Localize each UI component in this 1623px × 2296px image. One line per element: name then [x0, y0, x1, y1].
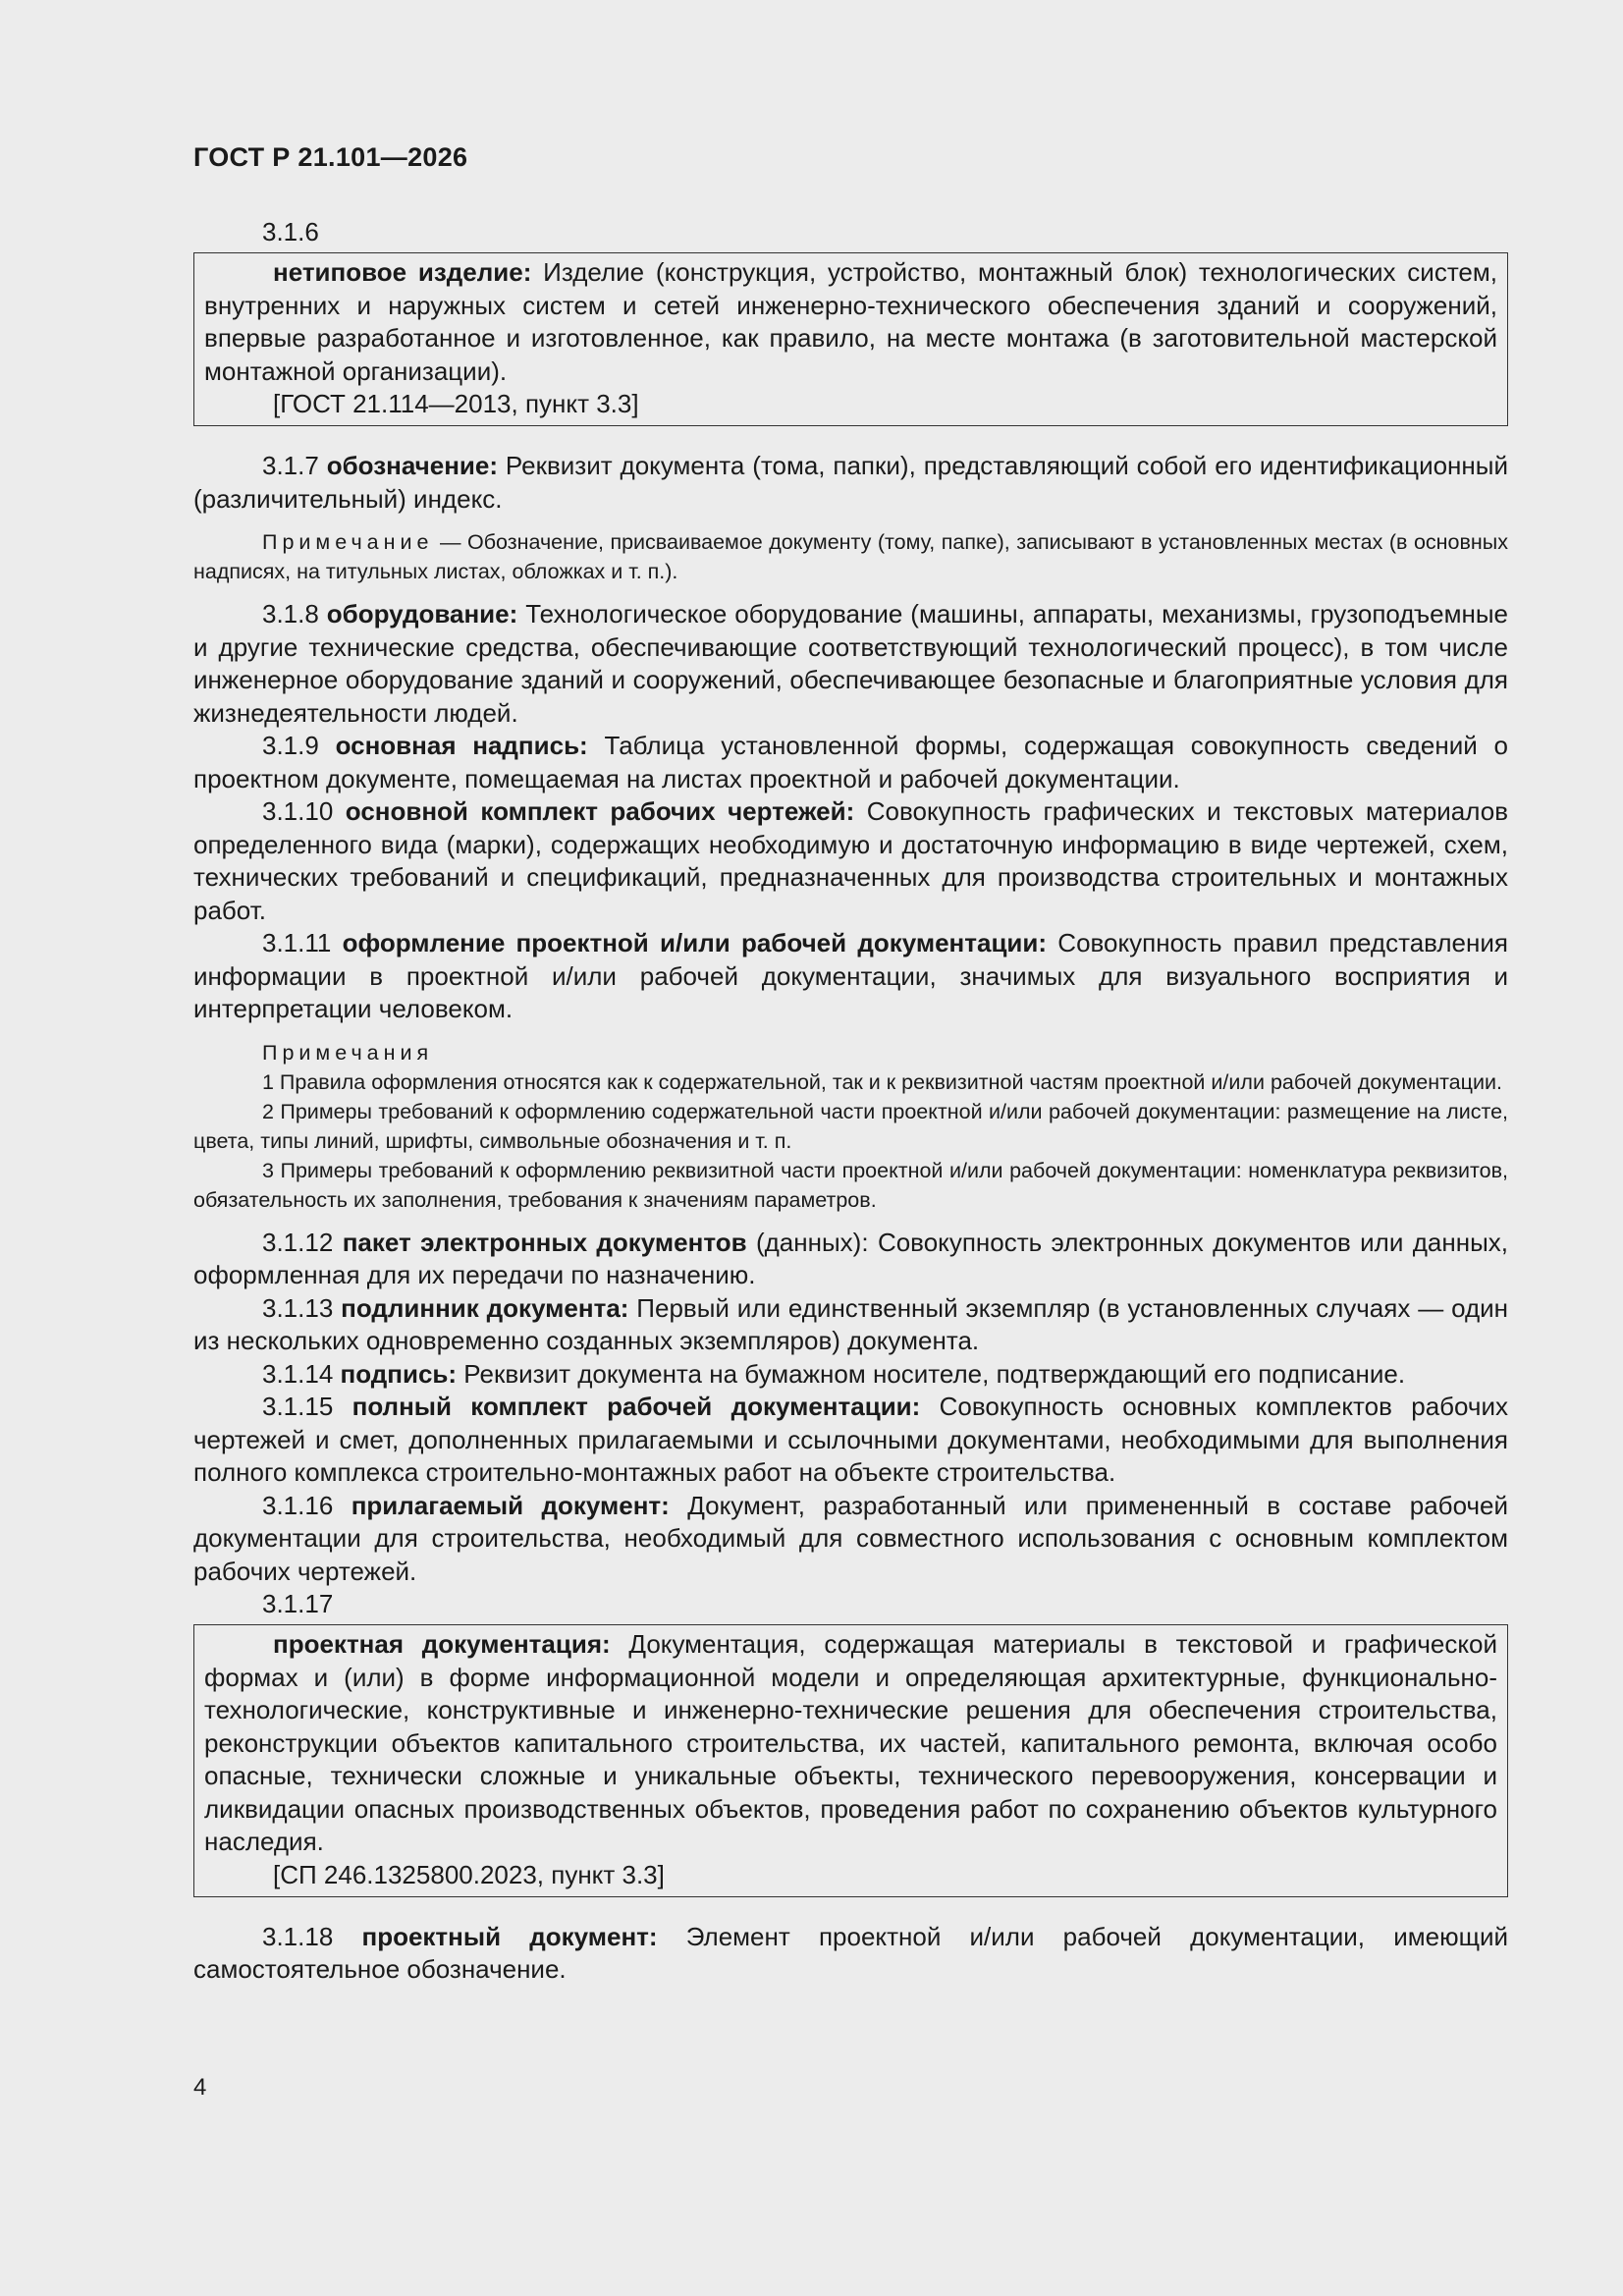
term-number: 3.1.9	[262, 731, 336, 760]
quoted-definition-box	[193, 252, 1508, 426]
definition-paragraph	[193, 1391, 1508, 1490]
definition-paragraph	[204, 256, 1497, 388]
source-reference: [ГОСТ 21.114—2013, пункт 3.3]	[273, 389, 639, 418]
term-number: 3.1.7	[262, 451, 327, 480]
term-number: 3.1.8	[262, 599, 327, 629]
term-number: 3.1.14	[262, 1358, 341, 1389]
definition-text: Технологическое оборудование (машины, аппараты, механизмы, грузоподъемные и другие технические средства, обеспечивающие соответствующий технологический процесс), в том числе инженерное оборудование зданий и сооружений, обеспечивающее безопасные и благоприятные условия для жизнедеятельности людей.	[193, 599, 1508, 728]
page-number: 4	[193, 2074, 207, 2101]
standard-header: ГОСТ Р 21.101—2026	[193, 142, 468, 172]
term-number: 3.1.13	[262, 1292, 342, 1323]
definition-text: Первый или единственный экземпляр (в установленных случаях — один из нескольких одновременно созданных экземпляров) документа.	[193, 1292, 1509, 1355]
definition-paragraph	[193, 795, 1508, 927]
term-number: 3.1.18	[262, 1921, 362, 1951]
term-name: подпись:	[340, 1358, 458, 1389]
definition-paragraph	[193, 1921, 1508, 1987]
definition-paragraph	[193, 730, 1508, 795]
definition-paragraph	[193, 1490, 1508, 1589]
term-number: 3.1.11	[262, 928, 343, 957]
note-text: — Обозначение, присваиваемое документу (тому, папке), записывают в установленных местах (в основных надписях, на титульных листах, обложках и т. п.).	[193, 530, 1508, 583]
page-content	[193, 142, 1508, 1987]
term-name: основная надпись:	[335, 731, 588, 760]
quoted-definition-box	[193, 1624, 1508, 1897]
term-name: основной комплект рабочих чертежей:	[345, 796, 855, 826]
definition-text: Реквизит документа на бумажном носителе, подтверждающий его подписание.	[457, 1358, 1406, 1389]
definition-text: Совокупность графических и текстовых материалов определенного вида (марки), содержащих необходимую и достаточную информацию в виде чертежей, схем, технических требований и спецификаций, предназначенных для производства строительных и монтажных работ.	[193, 796, 1508, 925]
term-name: нетиповое изделие:	[273, 257, 532, 287]
definition-paragraph	[204, 1628, 1497, 1859]
term-name: проектная документация:	[273, 1629, 611, 1659]
term-name: полный комплект рабочей документации:	[352, 1392, 921, 1421]
definition-text: Элемент проектной и/или рабочей документации, имеющий самостоятельное обозначение.	[193, 1921, 1509, 1984]
term-name: прилагаемый документ:	[351, 1490, 670, 1520]
note-item: 1 Правила оформления относятся как к содержательной, так и к реквизитной частям проектной и/или рабочей документации.	[262, 1069, 1502, 1094]
term-number: 3.1.6	[262, 217, 319, 246]
term-number: 3.1.15	[262, 1392, 352, 1421]
definition-text: Совокупность правил представления информации в проектной и/или рабочей документации, значимых для визуального восприятия и интерпретации человеком.	[193, 928, 1508, 1023]
note-label: Примечание	[262, 530, 434, 554]
definition-paragraph	[193, 927, 1508, 1026]
term-number: 3.1.17	[262, 1589, 334, 1618]
definition-text: (данных): Совокупность электронных документов или данных, оформленная для их передачи по назначению.	[193, 1227, 1509, 1289]
term-name: оформление проектной и/или рабочей документации:	[342, 928, 1048, 957]
definition-paragraph	[193, 1358, 1508, 1392]
term-number: 3.1.16	[262, 1490, 352, 1520]
term-name: пакет электронных документов	[342, 1227, 747, 1257]
term-number: 3.1.10	[262, 796, 346, 826]
term-number: 3.1.12	[262, 1227, 343, 1257]
definition-paragraph	[193, 1292, 1508, 1358]
note-item: 2 Примеры требований к оформлению содержательной части проектной и/или рабочей документации: размещение на листе, цвета, типы линий, шрифты, символьные обозначения и т. п.	[193, 1099, 1508, 1153]
term-name: обозначение:	[326, 451, 499, 480]
note-paragraph	[193, 527, 1508, 586]
definition-text: Совокупность основных комплектов рабочих чертежей и смет, дополненных прилагаемыми и ссылочными документами, необходимыми для выполнения полного комплекса строительно-монтажных работ на объекте строительства.	[193, 1392, 1508, 1487]
definition-paragraph	[193, 1227, 1508, 1292]
term-name: оборудование:	[326, 599, 518, 629]
term-name: проектный документ:	[361, 1921, 658, 1951]
definition-text: Реквизит документа (тома, папки), представляющий собой его идентификационный (различительный) индекс.	[193, 451, 1508, 514]
definition-paragraph	[193, 450, 1508, 516]
definition-text: Документ, разработанный или примененный в составе рабочей документации для строительства, необходимый для совместного использования с основным комплектом рабочих чертежей.	[193, 1490, 1508, 1586]
source-reference: [СП 246.1325800.2023, пункт 3.3]	[273, 1859, 665, 1889]
note-item: 3 Примеры требований к оформлению реквизитной части проектной и/или рабочей документации: номенклатура реквизитов, обязательность их заполнения, требования к значениям параметров.	[193, 1158, 1508, 1212]
definition-text: Изделие (конструкция, устройство, монтажный блок) технологических систем, внутренних и наружных систем и сетей инженерно-технического обеспечения зданий и сооружений, впервые разработанное и изготовленное, как правило, на месте монтажа (в заготовительной мастерской монтажной организации).	[204, 257, 1497, 386]
notes-label: Примечания	[262, 1040, 434, 1065]
term-name: подлинник документа:	[341, 1292, 629, 1323]
definition-text: Таблица установленной формы, содержащая совокупность сведений о проектном документе, помещаемая на листах проектной и рабочей документации.	[193, 731, 1508, 793]
definition-text: Документация, содержащая материалы в текстовой и графической формах и (или) в форме информационной модели и определяющая архитектурные, функционально-технологические, конструктивные и инженерно-технические решения для обеспечения строительства, реконструкции объектов капитального строительства, их частей, капитального ремонта, включая особо опасные, технически сложные и уникальные объекты, технического перевооружения, консервации и ликвидации опасных производственных объектов, проведения работ по сохранению объектов культурного наследия.	[204, 1629, 1497, 1856]
definition-paragraph	[193, 598, 1508, 730]
